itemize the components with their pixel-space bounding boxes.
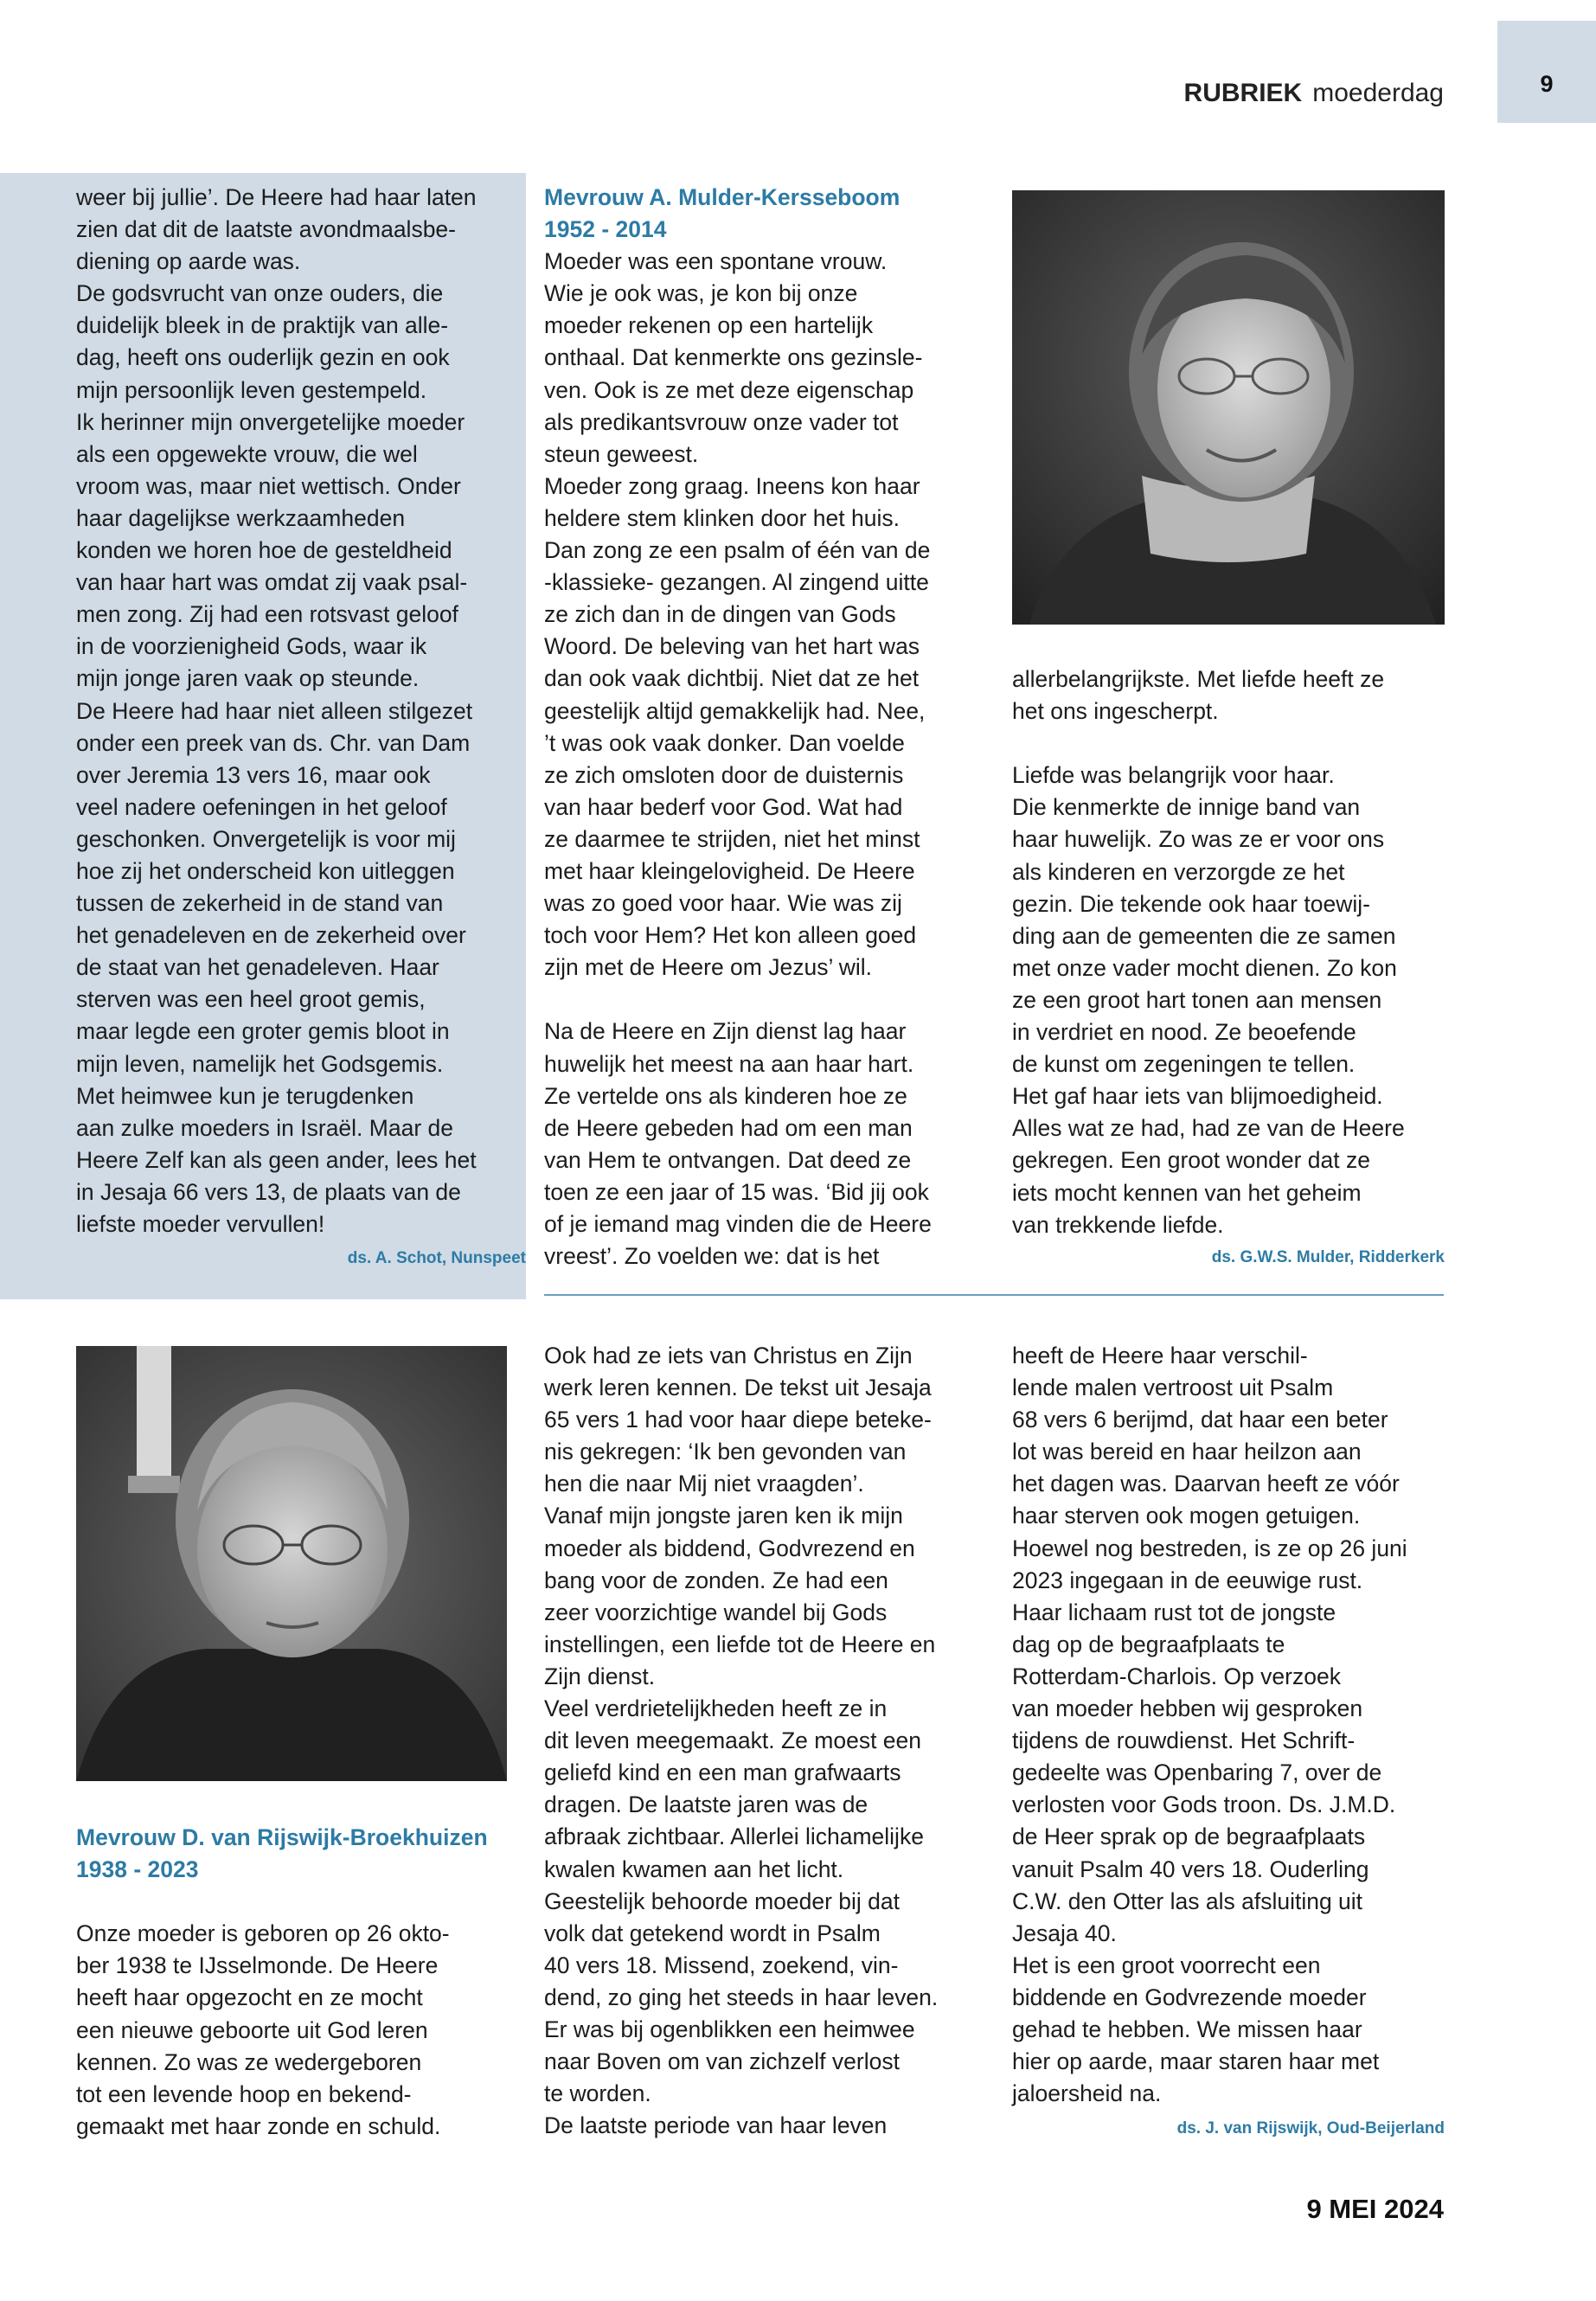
text-line: ze zich dan in de dingen van Gods: [544, 601, 896, 628]
rijswijk-paragraph: [1012, 1340, 1453, 1533]
text-line: het ons ingescherpt.: [1012, 698, 1219, 725]
mulder-paragraph: [544, 471, 977, 984]
text-line: De Heere had haar niet alleen stilgezet: [76, 697, 473, 724]
text-line: het dagen was. Daarvan heeft ze vóór: [1012, 1471, 1400, 1497]
continuation-paragraph: [76, 182, 526, 278]
text-line: haar sterven ook mogen getuigen.: [1012, 1503, 1361, 1529]
continuation-paragraph: [76, 407, 526, 695]
text-line: zeer voorzichtige wandel bij Gods: [544, 1599, 888, 1625]
continuation-paragraph: [76, 1080, 526, 1240]
text-line: hier op aarde, maar staren haar met: [1012, 2048, 1380, 2075]
text-line: afbraak zichtbaar. Allerlei lichamelijke: [544, 1823, 924, 1850]
text-line: zijn met de Heere om Jezus’ wil.: [544, 954, 872, 981]
text-line: maar legde een groter gemis bloot in: [76, 1018, 450, 1045]
continuation-paragraph: [76, 695, 526, 1080]
text-line: Zijn dienst.: [544, 1663, 656, 1689]
text-line: in de voorzienigheid Gods, waar ik: [76, 633, 427, 660]
signature-schot: ds. A. Schot, Nunspeet: [347, 1249, 526, 1267]
text-line: tot een levende hoop en bekend-: [76, 2080, 412, 2107]
text-line: men zong. Zij had een rotsvast geloof: [76, 601, 458, 628]
text-line: in Jesaja 66 vers 13, de plaats van de: [76, 1178, 461, 1205]
text-line: mijn persoonlijk leven gestempeld.: [76, 376, 427, 403]
divider-rule: [544, 1294, 1444, 1296]
text-line: moeder rekenen op een hartelijk: [544, 312, 874, 339]
text-line: Er was bij ogenblikken een heimwee: [544, 2016, 915, 2042]
mulder-paragraph: [544, 246, 977, 471]
rijswijk-column-1: [76, 1822, 526, 2143]
text-line: hen die naar Mij niet vraagden’.: [544, 1471, 864, 1497]
text-line: toen ze een jaar of 15 was. ‘Bid jij ook: [544, 1178, 929, 1205]
text-line: van Hem te ontvangen. Dat deed ze: [544, 1146, 912, 1173]
portrait-mulder-kersseboom: [1012, 190, 1445, 625]
mulder-paragraph: [544, 1016, 977, 1272]
mulder-name: Mevrouw A. Mulder-Kersseboom: [544, 184, 901, 210]
text-line: Moeder zong graag. Ineens kon haar: [544, 472, 920, 499]
continuation-text: [76, 182, 526, 1240]
text-line: een nieuwe geboorte uit God leren: [76, 2016, 428, 2043]
text-line: ze een groot hart tonen aan mensen: [1012, 986, 1382, 1013]
text-line: Met heimwee kun je terugdenken: [76, 1082, 414, 1109]
text-line: lot was bereid en haar heilzon aan: [1012, 1439, 1362, 1465]
text-line: dit leven meegemaakt. Ze moest een: [544, 1727, 922, 1754]
text-line: Wie je ook was, je kon bij onze: [544, 280, 858, 307]
text-line: gehad te hebben. We missen haar: [1012, 2016, 1362, 2042]
text-line: van haar hart was omdat zij vaak psal-: [76, 569, 468, 596]
text-line: ding aan de gemeenten die ze samen: [1012, 922, 1396, 949]
rijswijk-paragraph: [544, 1500, 985, 1693]
text-line: dan ook vaak dichtbij. Niet dat ze het: [544, 665, 920, 692]
issue-date: 9 MEI 2024: [1306, 2194, 1444, 2224]
mulder-column-2: [1012, 663, 1453, 1241]
text-line: hoe zij het onderscheid kon uitleggen: [76, 857, 455, 884]
text-line: in verdriet en nood. Ze beoefende: [1012, 1019, 1356, 1046]
text-line: van haar bederf voor God. Wat had: [544, 793, 903, 820]
section-name: moederdag: [1312, 79, 1444, 107]
text-line: veel nadere oefeningen in het geloof: [76, 793, 447, 820]
page-number: 9: [1540, 71, 1554, 97]
text-line: Woord. De beleving van het hart was: [544, 633, 920, 660]
text-line: vreest’. Zo voelden we: dat is het: [544, 1243, 880, 1270]
text-line: -klassieke- gezangen. Al zingend uitte: [544, 569, 929, 596]
text-line: liefste moeder vervullen!: [76, 1211, 325, 1237]
rijswijk-years: 1938 - 2023: [76, 1856, 199, 1883]
text-line: met haar kleingelovigheid. De Heere: [544, 857, 915, 884]
text-line: jaloersheid na.: [1012, 2080, 1162, 2107]
mulder-paragraph: [1012, 663, 1453, 727]
text-line: was zo goed voor haar. Wie was zij: [544, 890, 902, 917]
text-line: als kinderen en verzorgde ze het: [1012, 858, 1345, 885]
text-line: mijn leven, namelijk het Godsgemis.: [76, 1050, 444, 1077]
text-line: gezin. Die tekende ook haar toewij-: [1012, 890, 1370, 917]
text-line: dend, zo ging het steeds in haar leven.: [544, 1984, 939, 2010]
section-header: [1184, 79, 1444, 108]
text-line: weer bij jullie’. De Heere had haar laten: [76, 184, 477, 210]
text-line: zien dat dit de laatste avondmaalsbe-: [76, 216, 456, 243]
text-line: Onze moeder is geboren op 26 okto-: [76, 1920, 450, 1947]
text-line: Veel verdrietelijkheden heeft ze in: [544, 1695, 888, 1722]
text-line: Na de Heere en Zijn dienst lag haar: [544, 1018, 907, 1045]
signature-mulder: ds. G.W.S. Mulder, Ridderkerk: [1211, 1248, 1445, 1266]
text-line: ber 1938 te IJsselmonde. De Heere: [76, 1952, 439, 1979]
text-line: C.W. den Otter las als afsluiting uit: [1012, 1888, 1363, 1914]
text-line: als een opgewekte vrouw, die wel: [76, 440, 418, 467]
text-line: als predikantsvrouw onze vader tot: [544, 408, 899, 435]
text-line: dag op de begraafplaats te: [1012, 1631, 1285, 1657]
text-line: kwalen kwamen aan het licht.: [544, 1856, 844, 1882]
text-line: te worden.: [544, 2080, 651, 2107]
text-line: Alles wat ze had, had ze van de Heere: [1012, 1115, 1405, 1142]
text-line: geliefd kind en een man grafwaarts: [544, 1759, 901, 1786]
text-line: allerbelangrijkste. Met liefde heeft ze: [1012, 666, 1385, 692]
text-line: Haar lichaam rust tot de jongste: [1012, 1599, 1336, 1625]
rijswijk-paragraph: [544, 1693, 985, 1886]
text-line: De laatste periode van haar leven: [544, 2112, 888, 2139]
text-line: de Heere gebeden had om een man: [544, 1114, 913, 1141]
text-line: Hoewel nog bestreden, is ze op 26 juni: [1012, 1535, 1407, 1561]
text-line: Geestelijk behoorde moeder bij dat: [544, 1888, 900, 1914]
text-line: de Heer sprak op de begraafplaats: [1012, 1823, 1366, 1850]
text-line: volk dat getekend wordt in Psalm: [544, 1920, 881, 1946]
rijswijk-paragraph: [544, 2110, 985, 2142]
text-line: 68 vers 6 berijmd, dat haar een beter: [1012, 1407, 1388, 1433]
rijswijk-column-2: [544, 1340, 985, 2142]
text-line: Ik herinner mijn onvergetelijke moeder: [76, 408, 465, 435]
text-line: iets mocht kennen van het geheim: [1012, 1179, 1362, 1206]
text-line: het genadeleven en de zekerheid over: [76, 922, 466, 949]
text-line: Ze vertelde ons als kinderen hoe ze: [544, 1082, 907, 1109]
text-line: ze zich omsloten door de duisternis: [544, 761, 904, 788]
text-line: Jesaja 40.: [1012, 1920, 1117, 1946]
text-line: 40 vers 18. Missend, zoekend, vin-: [544, 1952, 899, 1978]
text-line: heldere stem klinken door het huis.: [544, 504, 900, 531]
text-line: biddende en Godvrezende moeder: [1012, 1984, 1367, 2010]
text-line: geestelijk altijd gemakkelijk had. Nee,: [544, 697, 926, 724]
text-line: huwelijk het meest na aan haar hart.: [544, 1050, 914, 1077]
text-line: aan zulke moeders in Israël. Maar de: [76, 1114, 453, 1141]
text-line: van moeder hebben wij gesproken: [1012, 1695, 1363, 1722]
text-line: tussen de zekerheid in de stand van: [76, 890, 444, 917]
mulder-years: 1952 - 2014: [544, 216, 667, 243]
text-line: toch voor Hem? Het kon alleen goed: [544, 922, 917, 949]
continuation-paragraph: [76, 278, 526, 406]
text-line: gekregen. Een groot wonder dat ze: [1012, 1147, 1370, 1174]
text-line: naar Boven om van zichzelf verlost: [544, 2048, 900, 2075]
rijswijk-name: Mevrouw D. van Rijswijk-Broekhuizen: [76, 1824, 488, 1850]
text-line: konden we horen hoe de gesteldheid: [76, 537, 452, 564]
text-line: gemaakt met haar zonde en schuld.: [76, 2112, 441, 2139]
section-label: RUBRIEK: [1183, 79, 1303, 107]
text-line: geschonken. Onvergetelijk is voor mij: [76, 825, 456, 852]
text-line: ven. Ook is ze met deze eigenschap: [544, 376, 914, 403]
text-line: Moeder was een spontane vrouw.: [544, 248, 888, 275]
text-line: Heere Zelf kan als geen ander, lees het: [76, 1146, 477, 1173]
text-line: vanuit Psalm 40 vers 18. Ouderling: [1012, 1856, 1369, 1882]
text-line: De godsvrucht van onze ouders, die: [76, 280, 444, 307]
text-line: met onze vader mocht dienen. Zo kon: [1012, 954, 1397, 981]
rijswijk-paragraph: [1012, 1950, 1453, 2110]
text-line: bang voor de zonden. Ze had een: [544, 1567, 888, 1593]
text-line: sterven was een heel groot gemis,: [76, 986, 426, 1013]
text-line: heeft de Heere haar verschil-: [1012, 1343, 1308, 1368]
text-line: Die kenmerkte de innige band van: [1012, 794, 1361, 821]
text-line: de kunst om zegeningen te tellen.: [1012, 1051, 1356, 1078]
text-line: Ook had ze iets van Christus en Zijn: [544, 1343, 913, 1368]
text-line: tijdens de rouwdienst. Het Schrift-: [1012, 1727, 1356, 1754]
text-line: gedeelte was Openbaring 7, over de: [1012, 1759, 1382, 1786]
text-line: steun geweest.: [544, 440, 699, 467]
mulder-column-1: [544, 182, 977, 1272]
text-line: Vanaf mijn jongste jaren ken ik mijn: [544, 1503, 903, 1529]
text-line: dag, heeft ons ouderlijk gezin en ook: [76, 344, 450, 371]
text-line: duidelijk bleek in de praktijk van alle-: [76, 312, 449, 339]
text-line: moeder als biddend, Godvrezend en: [544, 1535, 915, 1561]
text-line: Liefde was belangrijk voor haar.: [1012, 762, 1335, 789]
portrait-van-rijswijk-broekhuizen: [76, 1346, 507, 1781]
text-line: Dan zong ze een psalm of één van de: [544, 537, 931, 564]
rijswijk-column-3: [1012, 1340, 1453, 2110]
text-line: 2023 ingegaan in de eeuwige rust.: [1012, 1567, 1363, 1593]
text-line: van trekkende liefde.: [1012, 1211, 1224, 1238]
text-line: verlosten voor Gods troon. Ds. J.M.D.: [1012, 1791, 1396, 1818]
signature-rijswijk: ds. J. van Rijswijk, Oud-Beijerland: [1176, 2119, 1445, 2138]
text-line: Het is een groot voorrecht een: [1012, 1952, 1321, 1978]
rijswijk-paragraph: [76, 1918, 526, 2143]
text-line: haar dagelijkse werkzaamheden: [76, 504, 406, 531]
text-line: mijn jonge jaren vaak op steunde.: [76, 665, 420, 692]
text-line: onder een preek van ds. Chr. van Dam: [76, 729, 471, 756]
text-line: kennen. Zo was ze wedergeboren: [76, 2048, 422, 2075]
rijswijk-paragraph: [544, 1340, 985, 1500]
text-line: Rotterdam-Charlois. Op verzoek: [1012, 1663, 1341, 1689]
text-line: onthaal. Dat kenmerkte ons gezinsle-: [544, 344, 923, 371]
mulder-paragraph: [1012, 760, 1453, 1240]
text-line: vroom was, maar niet wettisch. Onder: [76, 472, 461, 499]
text-line: diening op aarde was.: [76, 248, 301, 275]
text-line: 65 vers 1 had voor haar diepe beteke-: [544, 1407, 932, 1433]
text-line: haar huwelijk. Zo was ze er voor ons: [1012, 826, 1385, 853]
text-line: nis gekregen: ‘Ik ben gevonden van: [544, 1439, 907, 1465]
rijswijk-paragraph: [544, 1886, 985, 2111]
text-line: ’t was ook vaak donker. Dan voelde: [544, 729, 905, 756]
rijswijk-paragraph: [1012, 1533, 1453, 1950]
text-line: de staat van het genadeleven. Haar: [76, 954, 439, 981]
text-line: instellingen, een liefde tot de Heere en: [544, 1631, 936, 1657]
text-line: werk leren kennen. De tekst uit Jesaja: [544, 1375, 932, 1401]
text-line: Het gaf haar iets van blijmoedigheid.: [1012, 1083, 1383, 1110]
text-line: of je iemand mag vinden die de Heere: [544, 1211, 932, 1237]
text-line: heeft haar opgezocht en ze mocht: [76, 1984, 423, 2011]
text-line: dragen. De laatste jaren was de: [544, 1791, 869, 1818]
text-line: over Jeremia 13 vers 16, maar ook: [76, 761, 431, 788]
text-line: ze daarmee te strijden, niet het minst: [544, 825, 920, 852]
text-line: lende malen vertroost uit Psalm: [1012, 1375, 1334, 1401]
